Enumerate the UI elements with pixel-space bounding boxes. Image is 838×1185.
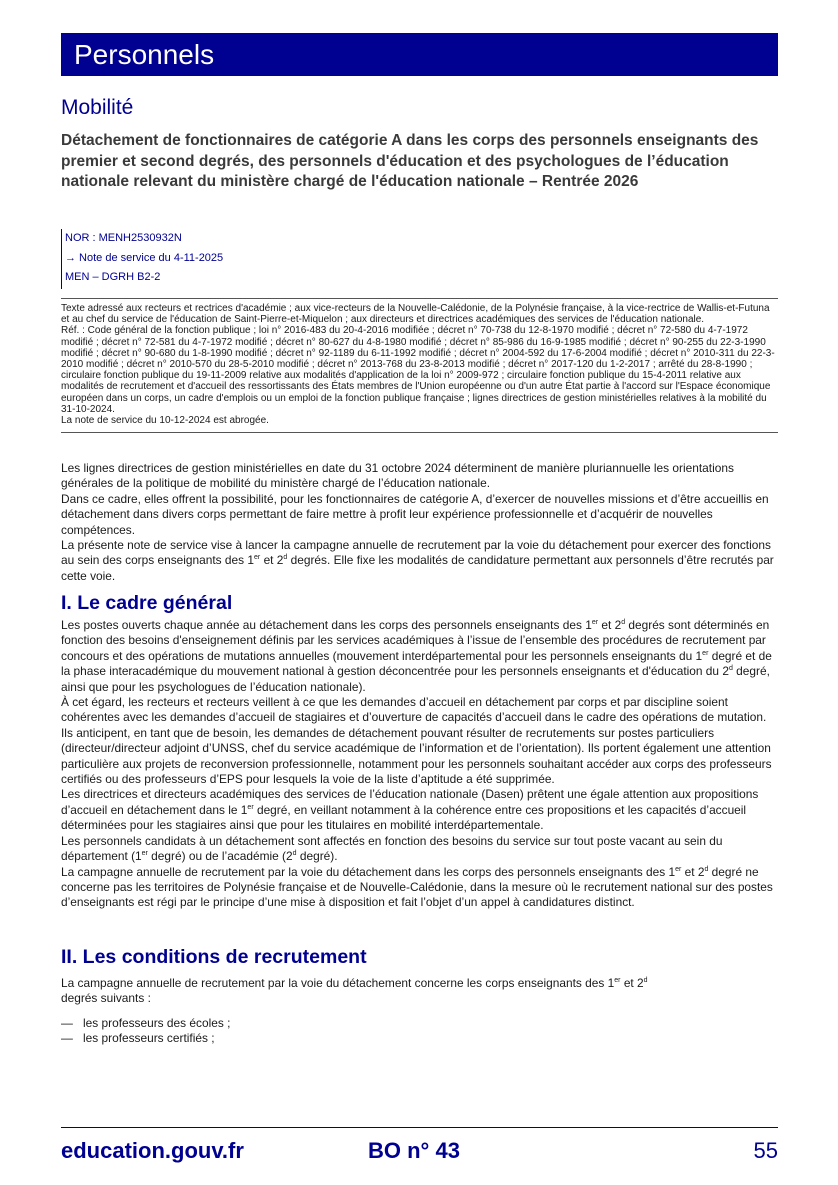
paragraph: La campagne annuelle de recrutement par la voie du détachement concerne les corps enseignants des 1er et 2$^d$ degrés suivants : (61, 976, 648, 1006)
corps-list (61, 1016, 230, 1047)
paragraph: Les personnels candidats à un détachement sont affectés en fonction des besoins du service sur tout poste vacant au sein du département (1er degré) ou de l’académie (2$^d$ degré). (61, 833, 723, 864)
footer-divider (61, 1127, 778, 1128)
intro-paragraph: Dans ce cadre, elles offrent la possibilité, pour les fonctionnaires de catégorie A, d’exercer de nouvelles missions et d’être accueillis en détachement dans divers corps permettant de faire mettre à profit leur expérience professionnelle et d’acquérir de nouvelles compétences. (61, 491, 769, 537)
intro-text (61, 461, 778, 584)
footer-bulletin-number: BO n° 43 (368, 1138, 460, 1163)
note-de-service-link[interactable]: → Note de service du 4-11-2025 (65, 251, 224, 264)
intro-paragraph: Les lignes directrices de gestion ministérielles en date du 31 octobre 2024 déterminent de manière pluriannuelle les orientations générales de la politique de mobilité du ministère chargé de l’éducation nationale. (61, 461, 734, 491)
abrogation-text: La note de service du 10-12-2024 est abrogée. (61, 415, 269, 427)
document-title: Détachement de fonctionnaires de catégorie A dans les corps des personnels enseignants des premier et second degrés, des personnels d'éducation et des psychologues de l’éducation nationale relevant du ministère chargé de l'éducation nationale – Rentrée 2026 (61, 132, 759, 190)
footer-page-number: 55 (753, 1138, 778, 1163)
addressee-block (61, 298, 778, 433)
dash-bullet: — (61, 1016, 73, 1030)
section-heading-general-framework: I. Le cadre général (61, 592, 233, 614)
recipients-text: Texte adressé aux recteurs et rectrices d'académie ; aux vice-recteurs de la Nouvelle-Calédonie, de la Polynésie française, à la vice-rectrice de Wallis-et-Futuna et au chef du service de l'éducation de Saint-Pierre-et-Miquelon ; aux directeurs et directrices académiques des services de l'éducation nationale. (61, 303, 770, 326)
paragraph: La campagne annuelle de recrutement par la voie du détachement dans les corps des personnels enseignants des 1er et 2$^d$ degré ne concerne pas les territoires de Polynésie française et de Nouvelle-Calédonie, dans la mesure où le recrutement national sur des postes d’enseignants est régi par le principe d’une mise à disposition et fait l’objet d’un appel à candidatures distinct. (61, 864, 773, 910)
list-item: — les professeurs certifiés ; (61, 1031, 215, 1046)
footer-site-link[interactable]: education.gouv.fr (61, 1138, 244, 1163)
section-subtitle: Mobilité (61, 96, 134, 119)
intro-paragraph: La présente note de service vise à lancer la campagne annuelle de recrutement par la voie du détachement pour exercer des fonctions au sein des corps enseignants des 1er et 2$^d$ degrés. Elle fixe les modalités de candidature permettant aux personnels d’être recrutés par cette voie. (61, 538, 774, 583)
nor-reference: NOR : MENH2530932N (65, 232, 182, 244)
section-2-text (61, 976, 778, 1007)
paragraph: Les directrices et directeurs académiques des services de l’éducation nationale (Dasen) prêtent une égale attention aux propositions d’accueil en détachement dans le 1er degré, en veillant notamment à la cohérence entre ces propositions et les capacités d’accueil déterminées pour les stagiaires ainsi que pour les titulaires en mobilité interdépartementale. (61, 787, 759, 833)
paragraph: Les postes ouverts chaque année au détachement dans les corps des personnels enseignants des 1er et 2$^d$ degrés sont déterminés en fonction des besoins d'enseignement définis par les services académiques à l’issue de l’ensemble des procédures de recrutement par concours et des opérations de mutations annuelles (mouvement interdépartemental pour les personnels enseignants du 1er degré et de la phase interacadémique du mouvement national à gestion déconcentrée pour les personnels enseignants et d'éducation du 2$^d$ degré, ainsi que pour les psychologues de l’éducation nationale). (61, 618, 772, 694)
issuing-office: MEN – DGRH B2-2 (65, 271, 161, 283)
list-item: — les professeurs des écoles ; (61, 1016, 231, 1030)
dash-bullet: — (61, 1031, 73, 1046)
section-1-text (61, 618, 778, 911)
paragraph: À cet égard, les recteurs et recteurs veillent à ce que les demandes d’accueil en détachement par corps et par discipline soient cohérentes avec les demandes d’accueil de stagiaires et d’ouverture de capacités d’accueil dans le cadre des opérations de mutation. Ils anticipent, en tant que de besoin, les demandes de détachement pouvant résulter de recrutements sur postes particuliers (directeur/directeur adjoint d’UNSS, chef du service académique de l’information et de l’orientation). Ils portent également une attention particulière aux projets de reconversion professionnelle, notamment pour les personnels souhaitant accéder aux corps des professeurs certifiés ou des professeurs d’EPS pour lesquels la voie de la liste d’aptitude a été supprimée. (61, 695, 772, 787)
section-heading-recruitment-conditions: II. Les conditions de recrutement (61, 946, 367, 968)
reference-block (61, 229, 311, 289)
section-banner: Personnels (61, 33, 778, 76)
references-text: Réf. : Code général de la fonction publique ; loi n° 2016-483 du 20-4-2016 modifiée ; décret n° 70-738 du 12-8-1970 modifié ; décret n° 72-580 du 4-7-1972 modifié ; décret n° 72-581 du 4-7-1972 modifié ; décret n° 80-627 du 4-8-1980 modifié ; décret n° 85-986 du 16-9-1985 modifié ; décret n° 90-255 du 22-3-1990 modifié ; décret n° 90-680 du 1-8-1990 modifié ; décret n° 92-1189 du 6-11-1992 modifié ; décret n° 2004-592 du 17-6-2004 modifié ; décret n° 2010-311 du 22-3-2010 modifié ; décret n° 2010-570 du 28-5-2010 modifié ; décret n° 2013-768 du 23-8-2013 modifié ; décret n° 2017-120 du 1-2-2017 ; arrêté du 28-8-1990 ; circulaire fonction publique du 19-11-2009 relative aux modalités d'application de la loi n° 2009-972 ; circulaire fonction publique du 15-4-2011 relative aux modalités de recrutement et d'accueil des ressortissants des États membres de l'Union européenne ou d'un autre État partie à l'accord sur l'Espace économique européen dans un corps, un cadre d'emplois ou un emploi de la fonction publique française ; lignes directrices de gestion ministérielles relatives à la mobilité du 31-10-2024. (61, 325, 775, 415)
